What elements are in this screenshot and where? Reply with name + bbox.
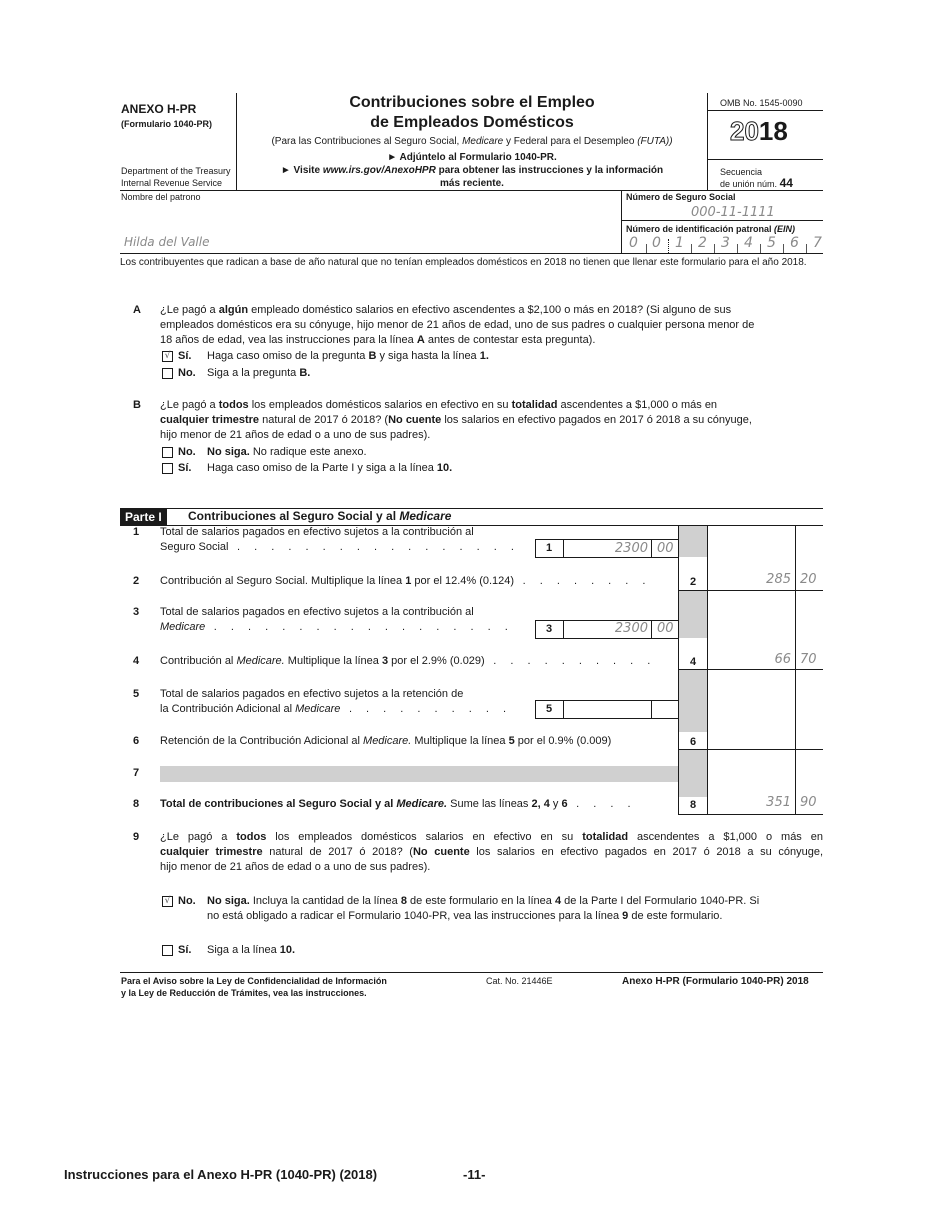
question-a-text: ¿Le pagó a algún empleado doméstico salarios en efectivo ascendentes a $2,100 o más en 2018? (Si alguno de sus empleados domésticos era su cónyuge, hijo menor de 21 años de edad, uno de sus padres o cualquier persona menor de 18 años de edad, vea las instrucciones para la línea A antes de contestar esta pregunta).: [160, 304, 755, 346]
line-4-amount[interactable]: 66: [774, 652, 791, 667]
line-3-amount[interactable]: 2300: [614, 621, 648, 636]
sequence-label: Secuencia: [720, 167, 763, 177]
question-9-yes-checkbox[interactable]: [162, 945, 173, 956]
ssn-value[interactable]: 000-11-1111: [691, 205, 775, 220]
visit-instruction-cont: más reciente.: [440, 178, 504, 189]
line-8-cents[interactable]: 90: [800, 795, 817, 810]
line-8-num: 8: [133, 798, 140, 810]
line-7-shaded: [160, 766, 678, 782]
question-9-yes-text: Siga a la línea 10.: [207, 944, 296, 956]
line-3-cents[interactable]: 00: [657, 621, 674, 636]
attach-instruction: ► Adjúntelo al Formulario 1040-PR.: [387, 152, 557, 163]
question-b-no-checkbox[interactable]: [162, 447, 173, 458]
question-9-no-text: No siga. Incluya la cantidad de la línea 8 de este formulario en la línea 4 de la Parte I del Formulario 1040-PR. Si no está obligado a radicar el Formulario 1040-PR, vea las instrucciones para la línea 9 de este formulario.: [207, 895, 760, 922]
question-a-letter: A: [133, 304, 141, 316]
question-b-letter: B: [133, 399, 141, 411]
question-b-no-text: No siga. No radique este anexo.: [207, 446, 367, 458]
question-a-no-label: No.: [178, 367, 196, 379]
question-9-no-label: No.: [178, 895, 196, 907]
line-7-num: 7: [133, 767, 140, 779]
line-1-cents[interactable]: 00: [657, 541, 674, 556]
page-title: Instrucciones para el Anexo H-PR (1040-PR) (2018): [64, 1167, 378, 1182]
line-6-num: 6: [133, 735, 140, 747]
ein-digit: 0: [652, 235, 661, 251]
line-2-box: 2: [689, 576, 697, 588]
line-3-num: 3: [133, 606, 140, 618]
line-1-box: 1: [545, 542, 553, 554]
form-subtitle: (Formulario 1040-PR): [121, 119, 213, 129]
ein-digit: 0: [629, 235, 638, 251]
ein-field[interactable]: [623, 235, 823, 253]
part-1-title: Contribuciones al Seguro Social y al Medicare: [188, 509, 452, 523]
line-3-box: 3: [545, 623, 553, 635]
line-4-box: 4: [689, 656, 697, 668]
ein-digit: 2: [698, 235, 707, 251]
form-name: ANEXO H-PR: [121, 102, 197, 116]
question-a-yes-text: Haga caso omiso de la pregunta B y siga hasta la línea 1.: [207, 350, 489, 362]
line-6-box: 6: [689, 736, 697, 748]
ein-digit: 5: [767, 235, 776, 251]
employer-name-label: Nombre del patrono: [121, 192, 201, 202]
form-subtitle-line: (Para las Contribuciones al Seguro Social, Medicare y Federal para el Desempleo (FUTA)): [271, 136, 673, 147]
question-b-yes-text: Haga caso omiso de la Parte I y siga a la línea 10.: [207, 462, 453, 474]
line-2-num: 2: [133, 575, 140, 587]
ein-digit: 1: [675, 235, 684, 251]
question-b-yes-label: Sí.: [178, 462, 192, 474]
ssn-label: Número de Seguro Social: [626, 192, 736, 202]
form-title: Contribuciones sobre el Empleo de Empleados Domésticos: [349, 94, 595, 131]
part-1-label: Parte I: [120, 509, 167, 525]
question-b-no-label: No.: [178, 446, 196, 458]
intro-text: Los contribuyentes que radican a base de año natural que no tenían empleados domésticos en 2018 no tienen que llenar este formulario para el año 2018.: [120, 257, 807, 268]
ein-digit: 3: [721, 235, 730, 251]
visit-instruction: ► Visite www.irs.gov/AnexoHPR para obtener las instrucciones y la información: [280, 165, 664, 176]
catalog-number: Cat. No. 21446E: [486, 976, 553, 986]
question-a-no-checkbox[interactable]: [162, 368, 173, 379]
ein-digit: 6: [790, 235, 799, 251]
line-4-cents[interactable]: 70: [800, 652, 817, 667]
question-b-text: ¿Le pagó a todos los empleados domésticos salarios en efectivo en su totalidad ascendentes a $1,000 o más en cualquier trimestre natural de 2017 ó 2018? (No cuente los salarios en efectivo pagados en 2017 ó 2018 a su cónyuge, hijo menor de 21 años de edad o a uno de sus padres).: [160, 399, 752, 441]
question-a-no-text: Siga a la pregunta B.: [207, 367, 311, 379]
line-4-text: Contribución al Medicare. Multiplique la línea 3 por el 2.9% (0.029) . . . . . . . . . .: [160, 655, 656, 667]
line-8-text: Total de contribuciones al Seguro Social y al Medicare. Sume las líneas 2, 4 y 6 . . . .: [160, 798, 637, 810]
question-9-no-checkbox[interactable]: √: [162, 896, 173, 907]
sequence-label-2: de unión núm. 44: [720, 176, 793, 190]
line-5-text: Total de salarios pagados en efectivo sujetos a la retención de la Contribución Adicional al Medicare . . . . . . . . . .: [160, 688, 512, 715]
line-2-text: Contribución al Seguro Social. Multiplique la línea 1 por el 12.4% (0.124) . . . . . . . .: [160, 575, 651, 587]
ein-digit: 4: [744, 235, 753, 251]
line-2-amount[interactable]: 285: [766, 572, 791, 587]
omb-number: OMB No. 1545-0090: [720, 98, 803, 108]
page-number: -11-: [463, 1167, 486, 1182]
line-4-num: 4: [133, 655, 140, 667]
question-a-yes-label: Sí.: [178, 350, 192, 362]
question-9-yes-label: Sí.: [178, 944, 192, 956]
line-8-amount[interactable]: 351: [766, 795, 791, 810]
line-2-cents[interactable]: 20: [800, 572, 817, 587]
question-b-yes-checkbox[interactable]: [162, 463, 173, 474]
form-reference: Anexo H-PR (Formulario 1040-PR) 2018: [622, 976, 809, 987]
employer-name-value[interactable]: Hilda del Valle: [124, 235, 210, 249]
irs-name: Internal Revenue Service: [121, 178, 223, 188]
question-9-num: 9: [133, 831, 140, 843]
line-3-text: Total de salarios pagados en efectivo sujetos a la contribución al Medicare . . . . . . . . . . . . . . . . . .: [160, 606, 514, 633]
line-8-box: 8: [689, 799, 697, 811]
ein-label: Número de identificación patronal (EIN): [626, 224, 796, 234]
department: Department of the Treasury: [121, 166, 231, 176]
line-1-num: 1: [133, 526, 140, 538]
ein-digit: 7: [813, 235, 822, 251]
privacy-notice: Para el Aviso sobre la Ley de Confidencialidad de Información y la Ley de Reducción de Trámites, vea las instrucciones.: [121, 976, 387, 998]
line-5-box: 5: [545, 703, 553, 715]
line-1-text: Total de salarios pagados en efectivo sujetos a la contribución al Seguro Social . . . . . . . . . . . . . . . . .: [160, 526, 520, 553]
line-6-text: Retención de la Contribución Adicional al Medicare. Multiplique la línea 5 por el 0.9% (0.009): [160, 735, 612, 747]
tax-year: 2018: [730, 116, 788, 146]
line-1-amount[interactable]: 2300: [614, 541, 648, 556]
question-9-text: ¿Le pagó a todos los empleados domésticos salarios en efectivo en su totalidad ascendentes a $1,000 o más en cualquier trimestre natural de 2017 ó 2018? (No cuente los salarios en efectivo pagados en 2017 ó 2018 a su cónyuge, hijo menor de 21 años de edad o a uno de sus padres).: [160, 831, 823, 873]
line-5-num: 5: [133, 688, 140, 700]
question-a-yes-checkbox[interactable]: √: [162, 351, 173, 362]
